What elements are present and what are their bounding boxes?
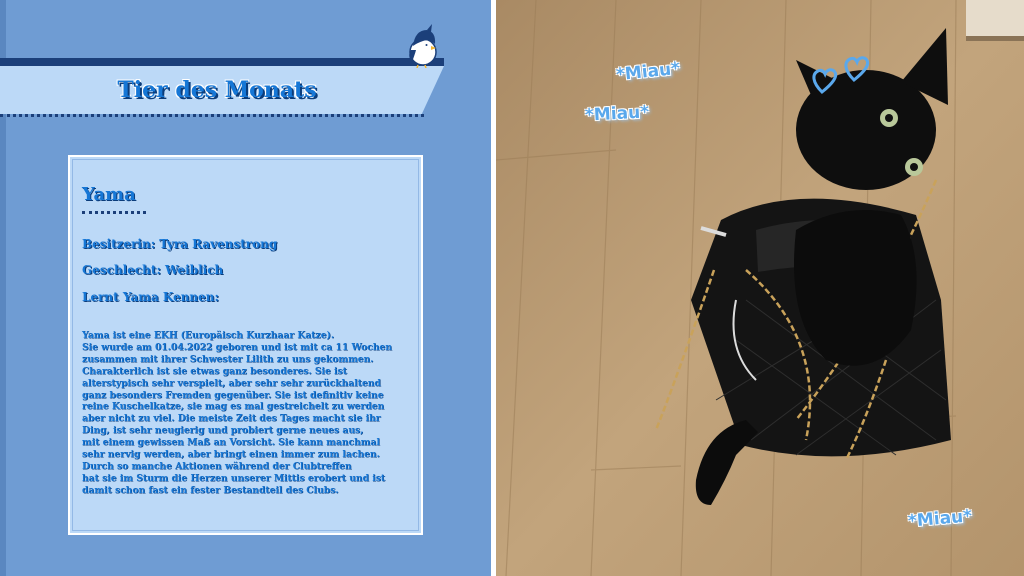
bio-line: zusammen mit ihrer Schwester Lilith zu uns gekommen. <box>82 353 374 365</box>
pet-biography <box>82 330 412 497</box>
bio-line: Ding, ist sehr neugierig und probiert gerne neues aus, <box>82 425 364 437</box>
gender-label: Geschlecht: Weiblich <box>82 263 224 277</box>
bio-line: Yama ist eine EKH (Europäisch Kurzhaar Katze). <box>82 330 335 341</box>
bio-line: Durch so manche Aktionen während der Clubtreffen <box>82 460 352 472</box>
pet-name-underline <box>82 211 146 214</box>
bio-line: sehr nervig werden, aber bringt einen immer zum lachen. <box>82 449 380 461</box>
meet-heading: Lernt Yama Kennen: <box>82 290 219 304</box>
page-title: Tier des Monats <box>117 77 317 103</box>
bio-line: mit einem gewissen Maß an Vorsicht. Sie kann manchmal <box>82 437 380 449</box>
pet-name: Yama <box>82 184 136 205</box>
banner-stripe <box>0 58 444 66</box>
owner-label: Besitzerin: Tyra Ravenstrong <box>82 237 278 251</box>
bird-icon <box>405 24 443 68</box>
banner-dotted-line <box>0 114 424 117</box>
cat-photo <box>496 0 1024 576</box>
bio-line: Sie wurde am 01.04.2022 geboren und ist mit ca 11 Wochen <box>82 341 393 353</box>
bio-line: ganz besonders Fremden gegenüber. Sie ist definitiv keine <box>82 389 384 401</box>
miau-label: *Miau* <box>615 58 681 86</box>
bio-line: reine Kuschelkatze, sie mag es mal gestreichelt zu werden <box>82 401 385 413</box>
bio-line: aber nicht zu viel. Die meiste Zeit des Tages macht sie ihr <box>82 413 381 425</box>
miau-label: *Miau* <box>907 506 973 532</box>
bio-line: alterstypisch sehr verspielt, aber sehr sehr zurückhaltend <box>82 377 381 389</box>
bio-line: hat sie im Sturm die Herzen unserer Mittis erobert und ist <box>82 472 386 484</box>
cat-in-bag-illustration <box>496 0 1024 576</box>
bio-line: damit schon fast ein fester Bestandteil des Clubs. <box>82 484 339 496</box>
hearts-icon <box>810 54 874 96</box>
bio-line: Charakterlich ist sie etwas ganz besonderes. Sie ist <box>82 365 347 377</box>
miau-label: *Miau* <box>584 102 650 126</box>
